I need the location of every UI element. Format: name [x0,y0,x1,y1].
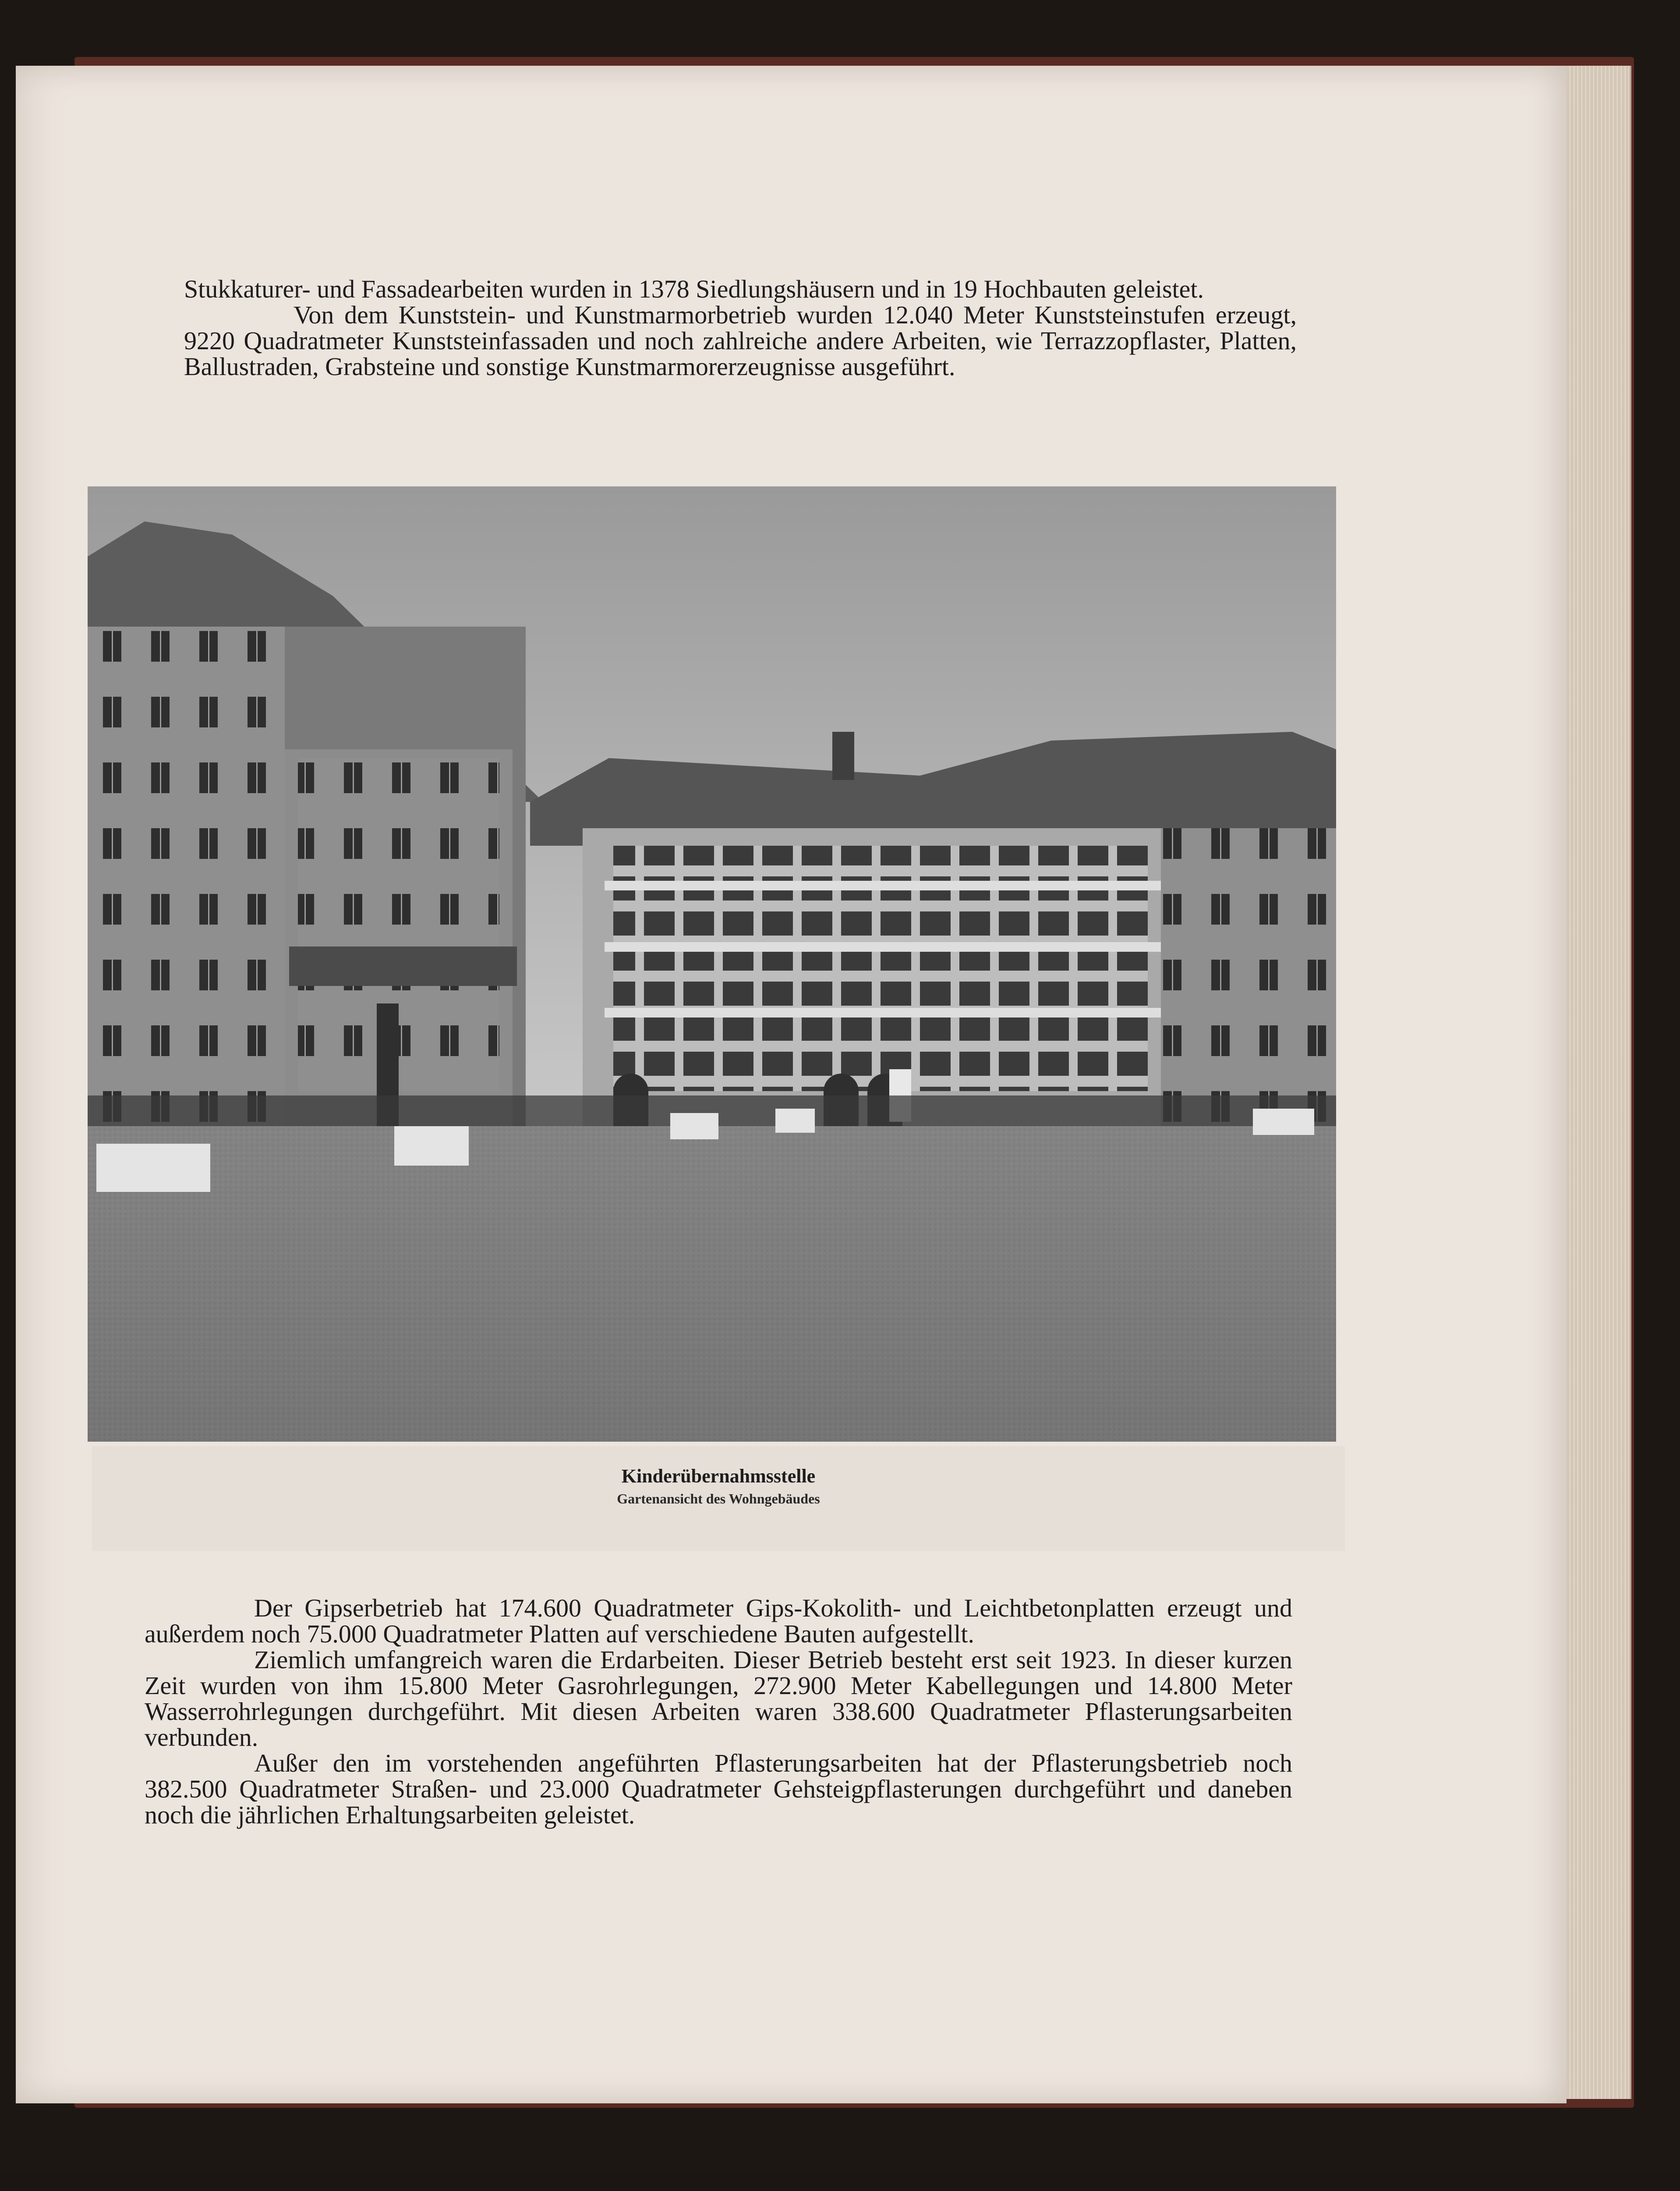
top-text-block [184,276,1297,379]
paragraph-stukkaturer: Stukkaturer- und Fassadearbeiten wurden in 1378 Siedlungshäusern und in 19 Hochbauten geleistet. [184,275,1204,303]
photo-caption [92,1446,1345,1551]
page-edges [1560,66,1631,2099]
bottom-text-block [145,1595,1292,1828]
paragraph-gipserbetrieb: Der Gipserbetrieb hat 174.600 Quadratmeter Gips-Kokolith- und Leichtbetonplatten erzeugt und außerdem noch 75.000 Quadratmeter Platten auf verschiedene Bauten aufgestellt. [145,1594,1292,1648]
paragraph-erdarbeiten: Ziemlich umfangreich waren die Erdarbeiten. Dieser Betrieb besteht erst seit 1923. In dieser kurzen Zeit wurden von ihm 15.800 Meter Gasrohrlegungen, 272.900 Meter Kabellegungen und 14.800 Meter Wasserrohrlegungen durchgeführt. Mit diesen Arbeiten waren 338.600 Quadratmeter Pflasterungsarbeiten verbunden. [145,1645,1292,1751]
central-building [530,732,1336,1126]
building-photograph [88,486,1336,1442]
caption-subtitle: Gartenansicht des Wohngebäudes [617,1491,820,1507]
paragraph-pflasterung: Außer den im vorstehenden angeführten Pflasterungsarbeiten hat der Pflasterungsbetrieb noch 382.500 Quadratmeter Straßen- und 23.000 Quadratmeter Gehsteigpflasterungen durchgeführt und daneben noch die jährlichen Erhaltungsarbeiten geleistet. [145,1749,1292,1829]
caption-title: Kinderübernahmsstelle [621,1465,816,1487]
paragraph-kunststein: Von dem Kunststein- und Kunstmarmorbetrieb wurden 12.040 Meter Kunststeinstufen erzeugt, 9220 Quadratmeter Kunststeinfassaden und noch zahlreiche andere Arbeiten, wie Terrazzopflaster, Platten, Ballustraden, Grabsteine und sonstige Kunstmarmorerzeugnisse ausgeführt. [184,301,1297,381]
